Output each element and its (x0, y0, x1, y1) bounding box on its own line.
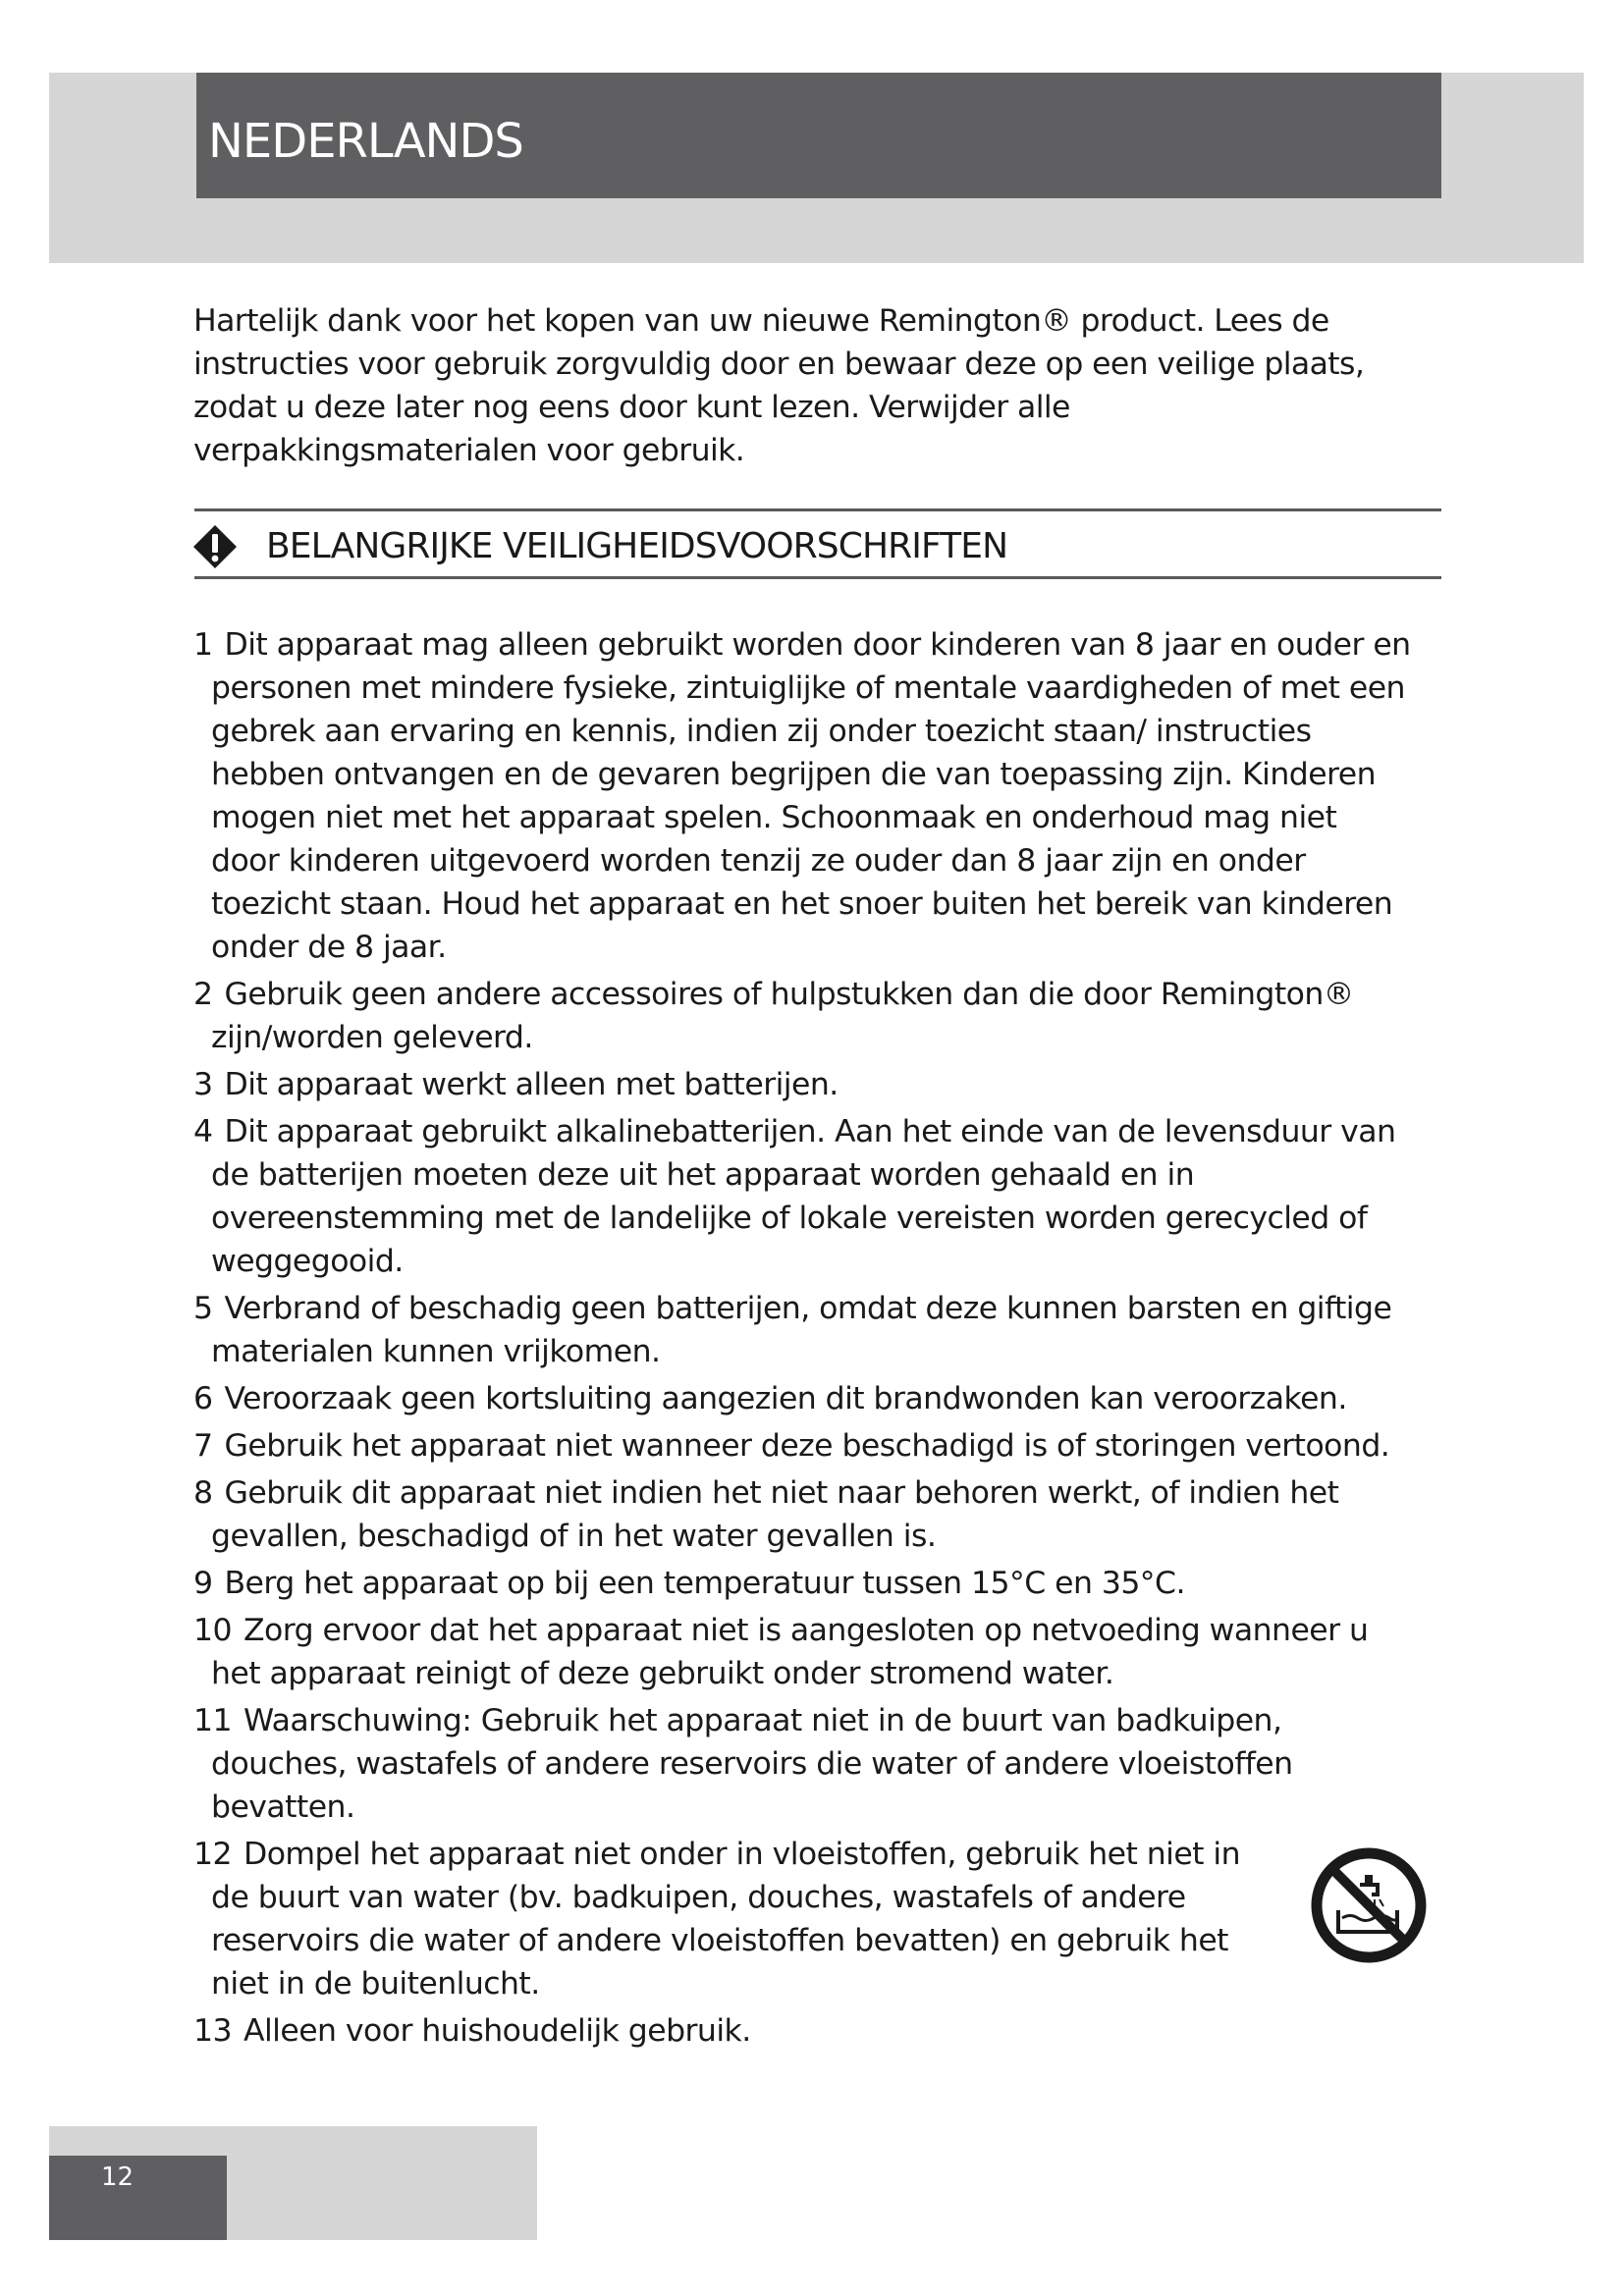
list-item: 8 Gebruik dit apparaat niet indien het niet naar behoren werkt, of indien het gevallen, beschadigd of in het water gevallen is. (193, 1475, 1339, 1554)
section-rule-bottom (194, 576, 1441, 579)
list-item: 6 Veroorzaak geen kortsluiting aangezien dit brandwonden kan veroorzaken. (193, 1381, 1347, 1416)
list-item: 3 Dit apparaat werkt alleen met batterijen. (193, 1067, 839, 1102)
language-title: NEDERLANDS (208, 114, 523, 169)
footer-page-box (49, 2156, 227, 2240)
list-item: 10 Zorg ervoor dat het apparaat niet is aangesloten op netvoeding wanneer u het apparaat reinigt of deze gebruikt onder stromend water. (193, 1613, 1369, 1691)
list-item: 1 Dit apparaat mag alleen gebruikt worden door kinderen van 8 jaar en ouder en personen met mindere fysieke, zintuiglijke of mentale vaardigheden of met een gebrek aan ervaring en kennis, indien zij onder toezicht staan/ instructies hebben ontvangen en de gevaren begrijpen die van toepassing zijn. Kinderen mogen niet met het apparaat spelen. Schoonmaak en onderhoud mag niet door kinderen uitgevoerd worden tenzij ze ouder dan 8 jaar zijn en onder toezicht staan. Houd het apparaat en het snoer buiten het bereik van kinderen onder de 8 jaar. (193, 627, 1411, 965)
section-title: BELANGRIJKE VEILIGHEIDSVOORSCHRIFTEN (266, 526, 1008, 566)
safety-list (193, 623, 1411, 2056)
no-bath-water-icon (1309, 1845, 1429, 1965)
list-item: 2 Gebruik geen andere accessoires of hulpstukken dan die door Remington® zijn/worden geleverd. (193, 977, 1354, 1055)
list-item: 5 Verbrand of beschadig geen batterijen, omdat deze kunnen barsten en giftige materialen kunnen vrijkomen. (193, 1291, 1392, 1369)
section-rule-top (194, 508, 1441, 511)
list-item: 12 Dompel het apparaat niet onder in vloeistoffen, gebruik het niet in de buurt van water (bv. badkuipen, douches, wastafels of andere reservoirs die water of andere vloeistoffen bevatten) en gebruik het niet in de buitenlucht. (193, 1837, 1241, 2002)
intro-paragraph: Hartelijk dank voor het kopen van uw nieuwe Remington® product. Lees de instructies voor gebruik zorgvuldig door en bewaar deze op een veilige plaats, zodat u deze later nog eens door kunt lezen. Verwijder alle verpakkingsmaterialen voor gebruik. (193, 303, 1365, 468)
page-number: 12 (101, 2163, 135, 2192)
list-item: 7 Gebruik het apparaat niet wanneer deze beschadigd is of storingen vertoond. (193, 1428, 1390, 1464)
list-item: 11 Waarschuwing: Gebruik het apparaat niet in de buurt van badkuipen, douches, wastafels of andere reservoirs die water of andere vloeistoffen bevatten. (193, 1703, 1293, 1825)
list-item: 9 Berg het apparaat op bij een temperatuur tussen 15°C en 35°C. (193, 1566, 1185, 1601)
list-item: 13 Alleen voor huishoudelijk gebruik. (193, 2013, 751, 2049)
warning-diamond-icon (192, 524, 238, 569)
list-item: 4 Dit apparaat gebruikt alkalinebatterijen. Aan het einde van de levensduur van de batterijen moeten deze uit het apparaat worden gehaald en in overeenstemming met de landelijke of lokale vereisten worden gerecycled of weggegooid. (193, 1114, 1396, 1279)
